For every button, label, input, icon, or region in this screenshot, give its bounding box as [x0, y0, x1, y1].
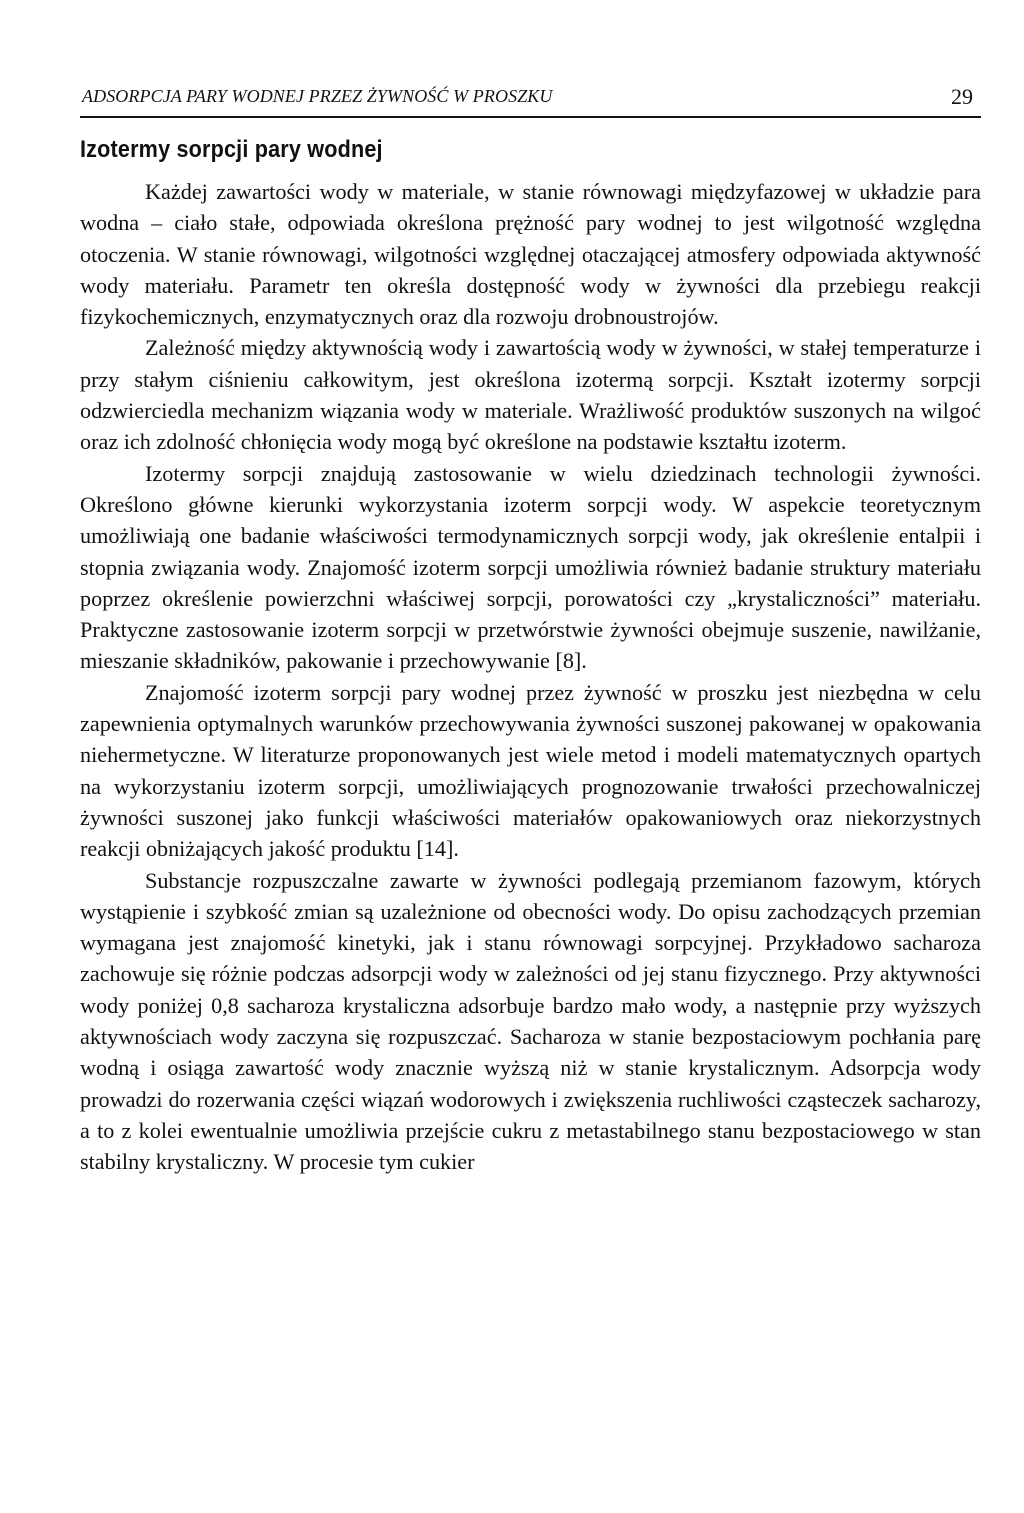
paragraph-5: Substancje rozpuszczalne zawarte w żywności podlegają przemianom fazowym, których wystąpienie i szybkość zmian są uzależnione od obecności wody. Do opisu zachodzących przemian wymagana jest znajomość kinetyki, jak i stanu równowagi sorpcyjnej. Przykładowo sacharoza zachowuje się różnie podczas adsorpcji wody w zależności od jej stanu fizycznego. Przy aktywności wody poniżej 0,8 sacharoza krystaliczna adsorbuje bardzo mało wody, a następnie przy wyższych aktywnościach wody zaczyna się rozpuszczać. Sacharoza w stanie bezpostaciowym pochłania parę wodną i osiąga zawartość wody znacznie wyższą niż w stanie krystalicznym. Adsorpcja wody prowadzi do rozerwania części wiązań wodorowych i zwiększenia ruchliwości cząsteczek sacharozy, a to z kolei ewentualnie umożliwia przejście cukru z metastabilnego stanu bezpostaciowego w stan stabilny krystaliczny. W procesie tym cukier	[80, 867, 981, 1175]
page-number: 29	[951, 84, 973, 109]
paragraph-1: Każdej zawartości wody w materiale, w stanie równowagi międzyfazowej w układzie para wodna – ciało stałe, odpowiada określona prężność pary wodnej to jest wilgotność względna otoczenia. W stanie równowagi, wilgotności względnej otaczającej atmosfery odpowiada aktywność wody materiału. Parametr ten określa dostępność wody w żywności dla przebiegu reakcji fizykochemicznych, enzymatycznych oraz dla rozwoju drobnoustrojów.	[80, 179, 981, 330]
body-text	[80, 176, 981, 1178]
paragraph-4: Znajomość izoterm sorpcji pary wodnej przez żywność w proszku jest niezbędna w celu zapewnienia optymalnych warunków przechowywania żywności suszonej pakowanej w opakowania niehermetyczne. W literaturze proponowanych jest wiele metod i modeli matematycznych opartych na wykorzystaniu izoterm sorpcji, umożliwiających prognozowanie trwałości przechowalniczej żywności suszonej jako funkcji właściwości materiałów opakowaniowych oraz niekorzystnych reakcji obniżających jakość produktu [14].	[80, 679, 981, 862]
paragraph-2: Zależność między aktywnością wody i zawartością wody w żywności, w stałej temperaturze i przy stałym ciśnieniu całkowitym, jest określona izotermą sorpcji. Kształt izotermy sorpcji odzwierciedla mechanizm wiązania wody w materiale. Wrażliwość produktów suszonych na wilgoć oraz ich zdolność chłonięcia wody mogą być określone na podstawie kształtu izoterm.	[80, 335, 981, 455]
section-heading: Izotermy sorpcji pary wodnej	[80, 136, 383, 163]
running-header	[80, 86, 981, 118]
paragraph-3: Izotermy sorpcji znajdują zastosowanie w wielu dziedzinach technologii żywności. Określono główne kierunki wykorzystania izoterm sorpcji wody. W aspekcie teoretycznym umożliwiają one badanie właściwości termodynamicznych sorpcji wody, jak określenie entalpii i stopnia związania wody. Znajomość izoterm sorpcji umożliwia również badanie struktury materiału poprzez określenie powierzchni właściwej sorpcji, porowatości czy „krystaliczności” materiału. Praktyczne zastosowanie izoterm sorpcji w przetwórstwie żywności obejmuje suszenie, nawilżanie, mieszanie składników, pakowanie i przechowywanie [8].	[80, 460, 981, 674]
running-title: ADSORPCJA PARY WODNEJ PRZEZ ŻYWNOŚĆ W PROSZKU	[82, 86, 553, 106]
